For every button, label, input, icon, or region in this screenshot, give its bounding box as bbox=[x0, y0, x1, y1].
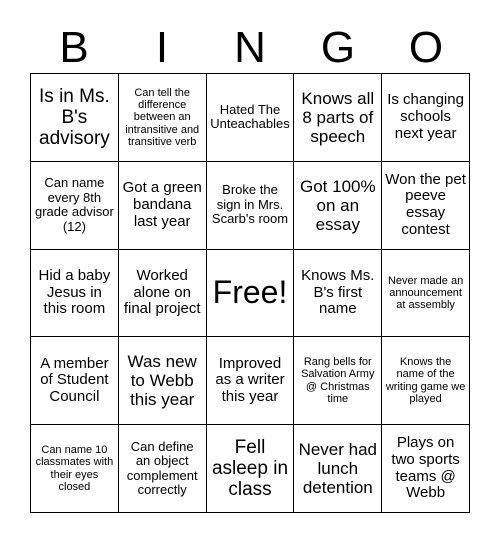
bingo-cell[interactable]: Can define an object complement correctly bbox=[119, 425, 207, 513]
header-letter-n: N bbox=[234, 23, 266, 72]
bingo-cell[interactable]: A member of Student Council bbox=[31, 337, 119, 425]
bingo-cell[interactable]: Rang bells for Salvation Army @ Christmas time bbox=[294, 337, 382, 425]
bingo-cell[interactable]: Is changing schools next year bbox=[382, 74, 470, 162]
bingo-cell[interactable]: Worked alone on final project bbox=[119, 250, 207, 338]
bingo-cell[interactable]: Never made an announcement at assembly bbox=[382, 250, 470, 338]
bingo-cell[interactable]: Hid a baby Jesus in this room bbox=[31, 250, 119, 338]
bingo-cell[interactable]: Knows all 8 parts of speech bbox=[294, 74, 382, 162]
bingo-cell[interactable]: Got a green bandana last year bbox=[119, 162, 207, 250]
bingo-cell[interactable]: Knows the name of the writing game we played bbox=[382, 337, 470, 425]
header-letter-o: O bbox=[408, 23, 444, 72]
bingo-cell[interactable]: Hated The Unteachables bbox=[207, 74, 295, 162]
bingo-cell[interactable]: Is in Ms. B's advisory bbox=[31, 74, 119, 162]
header-letter-g: G bbox=[320, 23, 356, 72]
bingo-cell[interactable]: Won the pet peeve essay contest bbox=[382, 162, 470, 250]
header-letter-i: I bbox=[155, 23, 169, 72]
free-space[interactable]: Free! bbox=[207, 250, 295, 338]
bingo-cell[interactable]: Can name 10 classmates with their eyes closed bbox=[31, 425, 119, 513]
bingo-cell[interactable]: Knows Ms. B's first name bbox=[294, 250, 382, 338]
bingo-cell[interactable]: Fell asleep in class bbox=[207, 425, 295, 513]
header-letter-b: B bbox=[59, 23, 89, 72]
bingo-cell[interactable]: Can tell the difference between an intransitive and transitive verb bbox=[119, 74, 207, 162]
bingo-cell[interactable]: Plays on two sports teams @ Webb bbox=[382, 425, 470, 513]
bingo-cell[interactable]: Improved as a writer this year bbox=[207, 337, 295, 425]
bingo-cell[interactable]: Was new to Webb this year bbox=[119, 337, 207, 425]
bingo-cell[interactable]: Broke the sign in Mrs. Scarb's room bbox=[207, 162, 295, 250]
bingo-cell[interactable]: Got 100% on an essay bbox=[294, 162, 382, 250]
bingo-grid bbox=[30, 73, 470, 513]
bingo-cell[interactable]: Can name every 8th grade advisor (12) bbox=[31, 162, 119, 250]
bingo-cell[interactable]: Never had lunch detention bbox=[294, 425, 382, 513]
bingo-header bbox=[30, 22, 470, 74]
